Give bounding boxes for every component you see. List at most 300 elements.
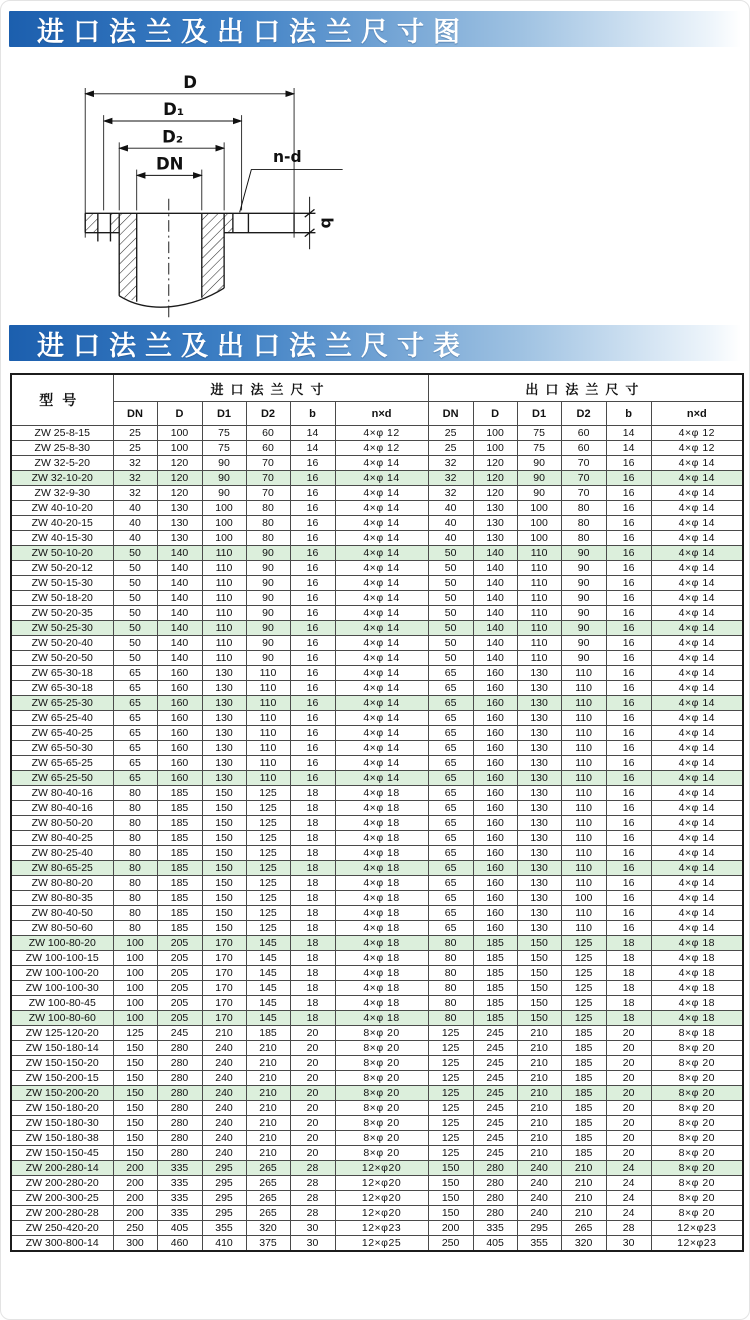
inlet-dim-cell: 16 [290,456,335,471]
inlet-dim-cell: 4×φ 18 [335,906,428,921]
model-cell: ZW 125-120-20 [11,1026,113,1041]
outlet-dim-cell: 125 [561,936,606,951]
inlet-dim-cell: 40 [113,501,157,516]
outlet-dim-cell: 240 [517,1161,561,1176]
outlet-dim-cell: 130 [517,816,561,831]
outlet-dim-cell: 245 [473,1086,517,1101]
table-row [11,996,743,1011]
outlet-dim-cell: 100 [517,531,561,546]
inlet-dim-cell: 4×φ 18 [335,891,428,906]
outlet-dim-cell: 16 [606,456,651,471]
inlet-dim-cell: 295 [202,1176,246,1191]
outlet-dim-cell: 110 [517,636,561,651]
inlet-dim-cell: 70 [246,486,290,501]
outlet-dim-cell: 185 [561,1041,606,1056]
table-row [11,936,743,951]
outlet-dim-cell: 185 [561,1101,606,1116]
model-cell: ZW 65-30-18 [11,681,113,696]
table-row [11,816,743,831]
outlet-dim-cell: 16 [606,681,651,696]
outlet-dim-cell: 18 [606,966,651,981]
outlet-dim-cell: 185 [473,981,517,996]
table-row [11,951,743,966]
table-row [11,741,743,756]
model-cell: ZW 150-150-20 [11,1056,113,1071]
inlet-dim-cell: 110 [246,771,290,786]
outlet-dim-cell: 240 [517,1191,561,1206]
outlet-dim-cell: 210 [517,1056,561,1071]
outlet-dim-cell: 50 [428,561,473,576]
outlet-dim-cell: 40 [428,516,473,531]
outlet-dim-cell: 65 [428,906,473,921]
inlet-dim-cell: 280 [157,1101,202,1116]
outlet-dim-cell: 210 [561,1191,606,1206]
inlet-dim-cell: 200 [113,1161,157,1176]
inlet-dim-cell: 245 [157,1026,202,1041]
model-cell: ZW 100-100-30 [11,981,113,996]
inlet-dim-cell: 8×φ 20 [335,1086,428,1101]
inlet-dim-cell: 16 [290,666,335,681]
inlet-dim-cell: 185 [157,921,202,936]
dimension-label-DN: DN [155,154,184,174]
inlet-dim-cell: 16 [290,546,335,561]
table-row [11,1161,743,1176]
inlet-dim-cell: 90 [246,591,290,606]
outlet-dim-cell: 65 [428,741,473,756]
inlet-dim-cell: 125 [246,876,290,891]
outlet-dim-cell: 4×φ 14 [651,861,743,876]
outlet-dim-cell: 150 [517,1011,561,1026]
inlet-dim-cell: 12×φ20 [335,1176,428,1191]
outlet-dim-cell: 40 [428,531,473,546]
table-row [11,981,743,996]
inlet-dim-cell: 280 [157,1071,202,1086]
inlet-dim-cell: 80 [113,786,157,801]
outlet-dim-cell: 100 [561,891,606,906]
outlet-dim-cell: 110 [561,876,606,891]
inlet-dim-cell: 60 [246,426,290,441]
inlet-dim-cell: 100 [157,426,202,441]
inlet-dim-cell: 110 [246,666,290,681]
outlet-dim-cell: 4×φ 18 [651,966,743,981]
outlet-dim-cell: 100 [517,516,561,531]
inlet-dim-cell: 100 [113,951,157,966]
outlet-dim-cell: 65 [428,756,473,771]
inlet-dim-cell: 4×φ 14 [335,576,428,591]
inlet-dim-cell: 460 [157,1236,202,1252]
outlet-dim-cell: 4×φ 14 [651,831,743,846]
model-cell: ZW 100-80-45 [11,996,113,1011]
outlet-dim-cell: 110 [561,861,606,876]
outlet-dim-cell: 50 [428,621,473,636]
model-cell: ZW 80-25-40 [11,846,113,861]
model-cell: ZW 80-40-16 [11,786,113,801]
outlet-dim-cell: 4×φ 14 [651,471,743,486]
inlet-dim-cell: 405 [157,1221,202,1236]
inlet-dim-cell: 280 [157,1146,202,1161]
inlet-dim-cell: 80 [113,891,157,906]
inlet-dim-cell: 8×φ 20 [335,1131,428,1146]
outlet-dim-cell: 4×φ 12 [651,426,743,441]
inlet-dim-cell: 110 [202,576,246,591]
inlet-dim-cell: 50 [113,621,157,636]
outlet-dim-cell: 8×φ 20 [651,1161,743,1176]
inlet-dim-cell: 185 [157,906,202,921]
inlet-dim-cell: 335 [157,1191,202,1206]
inlet-dim-cell: 70 [246,456,290,471]
outlet-dim-cell: 65 [428,771,473,786]
inlet-dim-cell: 205 [157,996,202,1011]
outlet-dim-cell: 4×φ 18 [651,996,743,1011]
inlet-dim-cell: 100 [202,501,246,516]
outlet-dim-cell: 8×φ 20 [651,1056,743,1071]
outlet-dim-cell: 24 [606,1161,651,1176]
inlet-dim-cell: 125 [246,861,290,876]
inlet-dim-cell: 295 [202,1191,246,1206]
outlet-dim-cell: 185 [561,1056,606,1071]
model-cell: ZW 200-280-20 [11,1176,113,1191]
inlet-dim-cell: 170 [202,951,246,966]
outlet-dim-cell: 110 [517,651,561,666]
inlet-dim-cell: 50 [113,546,157,561]
table-row [11,1026,743,1041]
model-cell: ZW 40-10-20 [11,501,113,516]
outlet-dim-cell: 4×φ 14 [651,681,743,696]
inlet-dim-cell: 265 [246,1161,290,1176]
outlet-dim-cell: 4×φ 14 [651,456,743,471]
table-row [11,636,743,651]
inlet-dim-cell: 20 [290,1131,335,1146]
outlet-dim-cell: 80 [428,966,473,981]
inlet-dim-cell: 65 [113,711,157,726]
inlet-dim-cell: 4×φ 14 [335,681,428,696]
table-row [11,621,743,636]
outlet-dim-cell: 245 [473,1071,517,1086]
inlet-dim-cell: 90 [202,471,246,486]
dim-subheader-row [11,402,743,426]
outlet-dim-cell: 4×φ 14 [651,801,743,816]
outlet-dim-cell: 130 [517,846,561,861]
outlet-dim-cell: 160 [473,726,517,741]
outlet-dim-cell: 4×φ 14 [651,726,743,741]
inlet-dim-cell: 140 [157,576,202,591]
inlet-dim-cell: 210 [246,1086,290,1101]
inlet-dim-cell: 16 [290,561,335,576]
table-row [11,966,743,981]
outlet-dim-cell: 160 [473,786,517,801]
outlet-dim-cell: 12×φ23 [651,1221,743,1236]
inlet-dim-cell: 32 [113,486,157,501]
table-row [11,1146,743,1161]
outlet-dim-cell: 90 [561,651,606,666]
table-row [11,426,743,441]
inlet-dim-cell: 130 [157,501,202,516]
inlet-dim-cell: 125 [246,816,290,831]
inlet-dim-cell: 145 [246,996,290,1011]
table-row [11,801,743,816]
inlet-dim-cell: 150 [202,816,246,831]
inlet-dim-cell: 355 [202,1221,246,1236]
outlet-dim-cell: 8×φ 20 [651,1206,743,1221]
outlet-dim-cell: 160 [473,756,517,771]
inlet-dim-cell: 125 [113,1026,157,1041]
inlet-dim-cell: 28 [290,1161,335,1176]
inlet-dim-cell: 8×φ 20 [335,1116,428,1131]
outlet-dim-cell: 65 [428,876,473,891]
outlet-dim-cell: 16 [606,786,651,801]
inlet-dim-cell: 80 [246,531,290,546]
thickness-label: b [317,217,336,229]
inlet-dim-cell: 18 [290,861,335,876]
table-row [11,786,743,801]
table-row [11,546,743,561]
inlet-dim-cell: 16 [290,636,335,651]
inlet-dim-cell: 210 [246,1041,290,1056]
inlet-dim-cell: 140 [157,606,202,621]
inlet-dim-cell: 60 [246,441,290,456]
table-row [11,561,743,576]
dimension-label-D: D [183,72,197,92]
inlet-dim-cell: 4×φ 14 [335,741,428,756]
inlet-dim-cell: 16 [290,681,335,696]
model-cell: ZW 65-40-25 [11,726,113,741]
table-row [11,1236,743,1252]
outlet-dim-cell: 150 [428,1206,473,1221]
inlet-dim-cell: 110 [202,606,246,621]
inlet-dim-cell: 100 [113,936,157,951]
inlet-dim-cell: 80 [113,801,157,816]
outlet-dim-header: D [473,402,517,426]
inlet-dim-cell: 4×φ 14 [335,591,428,606]
inlet-dim-cell: 8×φ 20 [335,1026,428,1041]
inlet-dim-cell: 100 [157,441,202,456]
inlet-dim-cell: 120 [157,486,202,501]
inlet-dim-cell: 16 [290,486,335,501]
inlet-dim-cell: 110 [202,561,246,576]
inlet-dim-cell: 4×φ 14 [335,471,428,486]
outlet-dim-cell: 110 [561,771,606,786]
outlet-dim-cell: 16 [606,621,651,636]
outlet-dim-cell: 16 [606,726,651,741]
outlet-dim-cell: 160 [473,831,517,846]
table-row [11,876,743,891]
outlet-dim-cell: 110 [561,681,606,696]
inlet-dim-cell: 16 [290,621,335,636]
inlet-dim-cell: 18 [290,981,335,996]
model-cell: ZW 150-150-45 [11,1146,113,1161]
outlet-dim-cell: 16 [606,801,651,816]
outlet-dim-cell: 280 [473,1161,517,1176]
outlet-dim-cell: 185 [561,1116,606,1131]
outlet-group-header: 出口法兰尺寸 [428,374,743,402]
outlet-dim-cell: 80 [561,501,606,516]
inlet-dim-cell: 160 [157,711,202,726]
inlet-dim-cell: 130 [202,726,246,741]
inlet-dim-cell: 240 [202,1041,246,1056]
inlet-dim-cell: 145 [246,951,290,966]
model-cell: ZW 250-420-20 [11,1221,113,1236]
inlet-dim-cell: 100 [113,966,157,981]
model-cell: ZW 150-180-38 [11,1131,113,1146]
inlet-dim-cell: 410 [202,1236,246,1252]
outlet-dim-cell: 160 [473,876,517,891]
outlet-dim-cell: 18 [606,996,651,1011]
outlet-dim-cell: 210 [561,1161,606,1176]
outlet-dim-cell: 65 [428,711,473,726]
outlet-dim-cell: 130 [517,696,561,711]
inlet-dim-cell: 12×φ25 [335,1236,428,1252]
flange-cross-section-svg [56,53,401,325]
model-cell: ZW 80-65-25 [11,861,113,876]
inlet-dim-cell: 150 [202,906,246,921]
model-cell: ZW 50-15-30 [11,576,113,591]
outlet-dim-cell: 150 [428,1191,473,1206]
outlet-dim-cell: 125 [428,1041,473,1056]
model-cell: ZW 50-20-12 [11,561,113,576]
inlet-dim-cell: 110 [246,726,290,741]
inlet-dim-cell: 4×φ 18 [335,816,428,831]
inlet-dim-cell: 20 [290,1146,335,1161]
inlet-dim-cell: 145 [246,981,290,996]
model-cell: ZW 50-25-30 [11,621,113,636]
outlet-dim-cell: 4×φ 14 [651,816,743,831]
inlet-dim-cell: 40 [113,516,157,531]
outlet-dim-cell: 70 [561,471,606,486]
diagram-section-title: 进口法兰及出口法兰尺寸图 [37,16,469,47]
outlet-dim-header: n×d [651,402,743,426]
inlet-dim-cell: 150 [202,921,246,936]
outlet-dim-cell: 4×φ 14 [651,921,743,936]
inlet-dim-cell: 4×φ 14 [335,711,428,726]
inlet-dim-cell: 80 [113,846,157,861]
inlet-dim-cell: 150 [113,1116,157,1131]
inlet-dim-cell: 210 [246,1146,290,1161]
model-column-header: 型号 [11,374,113,426]
outlet-dim-cell: 16 [606,741,651,756]
inlet-dim-cell: 65 [113,771,157,786]
model-cell: ZW 80-80-20 [11,876,113,891]
inlet-dim-cell: 150 [113,1041,157,1056]
model-cell: ZW 65-25-50 [11,771,113,786]
model-cell: ZW 25-8-30 [11,441,113,456]
outlet-dim-cell: 110 [561,711,606,726]
outlet-dim-cell: 245 [473,1101,517,1116]
inlet-dim-cell: 140 [157,561,202,576]
outlet-dim-cell: 80 [428,951,473,966]
inlet-dim-cell: 16 [290,606,335,621]
outlet-dim-cell: 32 [428,456,473,471]
model-cell: ZW 80-40-25 [11,831,113,846]
inlet-dim-cell: 200 [113,1191,157,1206]
outlet-dim-cell: 120 [473,486,517,501]
inlet-dim-cell: 4×φ 14 [335,696,428,711]
model-cell: ZW 100-100-15 [11,951,113,966]
inlet-dim-cell: 4×φ 18 [335,996,428,1011]
inlet-dim-cell: 4×φ 18 [335,921,428,936]
outlet-dim-cell: 4×φ 18 [651,1011,743,1026]
model-cell: ZW 200-280-14 [11,1161,113,1176]
inlet-dim-cell: 150 [113,1131,157,1146]
outlet-dim-cell: 125 [561,951,606,966]
model-cell: ZW 300-800-14 [11,1236,113,1252]
outlet-dim-cell: 110 [517,591,561,606]
inlet-dim-cell: 4×φ 14 [335,486,428,501]
outlet-dim-cell: 110 [517,561,561,576]
outlet-dim-cell: 65 [428,786,473,801]
inlet-dim-cell: 265 [246,1191,290,1206]
outlet-dim-cell: 280 [473,1176,517,1191]
outlet-dim-cell: 160 [473,711,517,726]
inlet-dim-cell: 100 [113,1011,157,1026]
inlet-dim-cell: 8×φ 20 [335,1056,428,1071]
model-cell: ZW 65-65-25 [11,756,113,771]
outlet-dim-cell: 16 [606,906,651,921]
outlet-dim-cell: 65 [428,891,473,906]
inlet-dim-cell: 18 [290,816,335,831]
inlet-dim-cell: 4×φ 14 [335,666,428,681]
outlet-dim-cell: 16 [606,831,651,846]
table-row [11,456,743,471]
outlet-dim-cell: 60 [561,426,606,441]
inlet-dim-cell: 265 [246,1206,290,1221]
outlet-dim-cell: 130 [473,501,517,516]
inlet-dim-cell: 4×φ 14 [335,651,428,666]
inlet-dim-cell: 25 [113,426,157,441]
outlet-dim-cell: 80 [428,996,473,1011]
outlet-dim-cell: 16 [606,531,651,546]
model-cell: ZW 80-40-16 [11,801,113,816]
inlet-dim-cell: 4×φ 14 [335,546,428,561]
outlet-dim-cell: 110 [561,666,606,681]
outlet-dim-cell: 4×φ 14 [651,546,743,561]
outlet-dim-cell: 110 [517,606,561,621]
outlet-dim-cell: 75 [517,426,561,441]
inlet-dim-cell: 265 [246,1176,290,1191]
inlet-dim-cell: 205 [157,981,202,996]
table-row [11,471,743,486]
inlet-dim-cell: 12×φ20 [335,1161,428,1176]
inlet-dim-cell: 16 [290,741,335,756]
inlet-dim-cell: 90 [246,546,290,561]
inlet-dim-cell: 16 [290,501,335,516]
flange-cross-section-diagram [1,47,749,325]
inlet-dim-cell: 100 [202,516,246,531]
outlet-dim-cell: 4×φ 14 [651,651,743,666]
flange-outline [85,213,315,307]
inlet-dim-cell: 125 [246,831,290,846]
outlet-dim-cell: 16 [606,861,651,876]
outlet-dim-cell: 4×φ 14 [651,636,743,651]
inlet-dim-cell: 210 [246,1131,290,1146]
outlet-dim-cell: 4×φ 18 [651,936,743,951]
outlet-dim-cell: 90 [561,621,606,636]
outlet-dim-cell: 18 [606,981,651,996]
outlet-dim-cell: 65 [428,846,473,861]
outlet-dim-cell: 4×φ 14 [651,756,743,771]
inlet-dim-cell: 65 [113,726,157,741]
outlet-dim-cell: 160 [473,816,517,831]
outlet-dim-cell: 50 [428,651,473,666]
outlet-dim-cell: 210 [517,1131,561,1146]
inlet-dim-cell: 185 [157,786,202,801]
table-row [11,576,743,591]
inlet-dim-cell: 20 [290,1116,335,1131]
outlet-dim-cell: 185 [473,936,517,951]
outlet-dim-cell: 32 [428,471,473,486]
outlet-dim-cell: 185 [561,1026,606,1041]
outlet-dim-cell: 70 [561,486,606,501]
inlet-dim-cell: 125 [246,906,290,921]
